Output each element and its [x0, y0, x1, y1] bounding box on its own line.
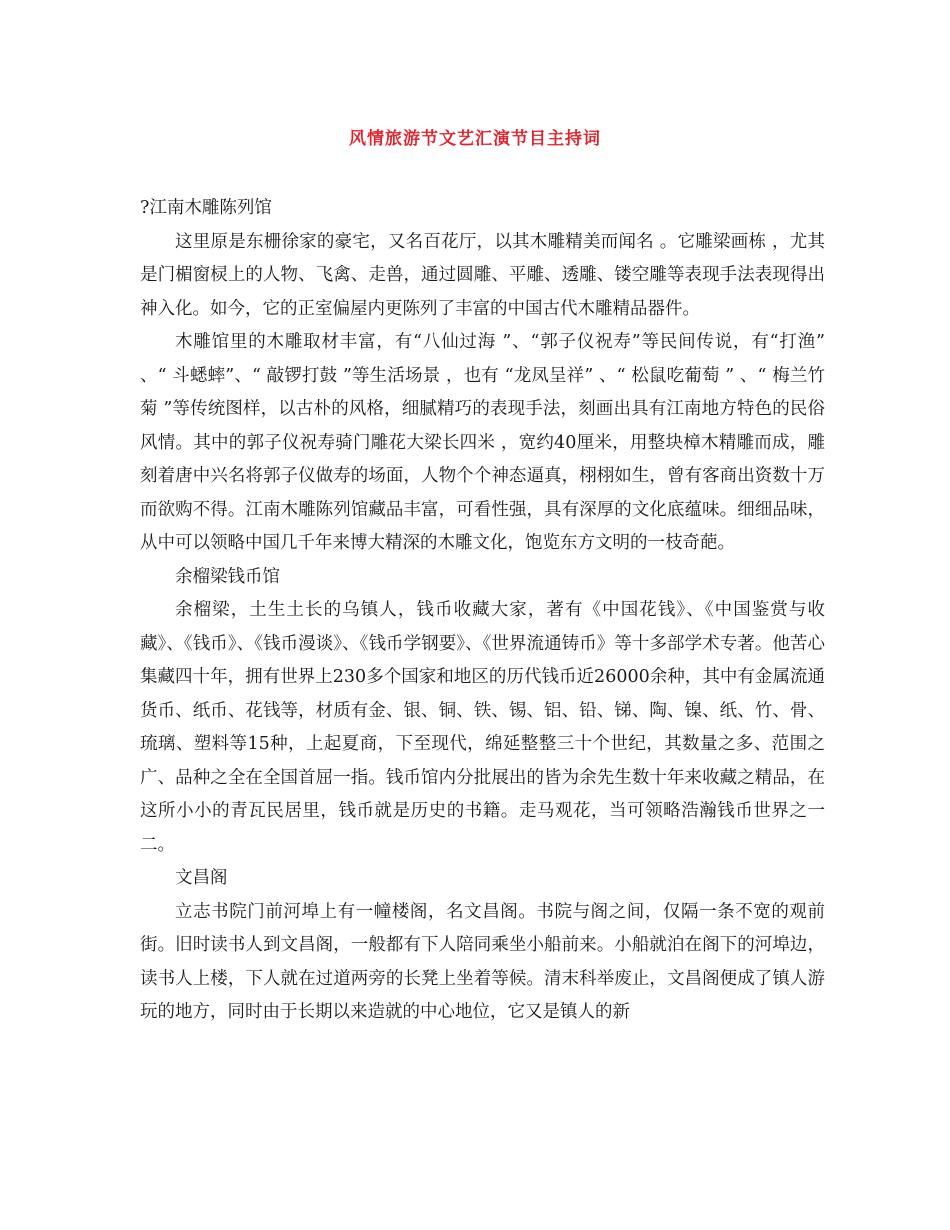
body-paragraph: 余榴梁，土生土长的乌镇人，钱币收藏大家，著有《中国花钱》、《中国鉴赏与收藏》、《钱币》、《钱币漫谈》、《钱币学钢要》、《世界流通铸币》等十多部学术专著。他苦心集藏四十年，拥有世界上230多个国家和地区的历代钱币近26000余种，其中有金属流通货币、纸币、花钱等，材质有金、银、铜、铁、锡、铝、铅、锑、陶、镍、纸、竹、骨、琉璃、塑料等15种，上起夏商，下至现代，绵延整整三十个世纪，其数量之多、范围之广、品种之全在全国首屈一指。钱币馆内分批展出的皆为余先生数十年来收藏之精品，在这所小小的青瓦民居里，钱币就是历史的书籍。走马观花，当可领略浩瀚钱币世界之一二。 — [140, 600, 825, 855]
section-heading: ?江南木雕陈列馆 — [140, 198, 272, 218]
body-paragraph: 木雕馆里的木雕取材丰富，有“八仙过海 ”、“郭子仪祝寿”等民间传说，有“打渔” 、“ 斗蟋蟀”、“ 敲锣打鼓 ”等生活场景 ，也有 “龙凤呈祥” 、“ 松鼠吃葡萄 ” 、“ 梅兰竹菊 ”等传统图样，以古朴的风格，细腻精巧的表现手法，刻画出具有江南地方特色的民俗风情。其中的郭子仪祝寿骑门雕花大梁长四米 ，宽约40厘米，用整块樟木精雕而成，雕刻着唐中兴名将郭子仪做寿的场面，人物个个神态逼真，栩栩如生，曾有客商出资数十万而欲购不得。江南木雕陈列馆藏品丰富，可看性强，具有深厚的文化底蕴味。细细品味，从中可以领略中国几千年来博大精深的木雕文化，饱览东方文明的一枝奇葩。 — [140, 332, 825, 553]
document-title: 风情旅游节文艺汇演节目主持词 — [349, 129, 601, 149]
body-paragraph: 立志书院门前河埠上有一幢楼阁，名文昌阁。书院与阁之间，仅隔一条不宽的观前街。旧时读书人到文昌阁，一般都有下人陪同乘坐小船前来。小船就泊在阁下的河埠边，读书人上楼，下人就在过道两旁的长凳上坐着等候。清末科举废止，文昌阁便成了镇人游玩的地方，同时由于长期以来造就的中心地位，它又是镇人的新 — [140, 901, 825, 1022]
body-paragraph: 这里原是东栅徐家的豪宅，又名百花厅，以其木雕精美而闻名 。它雕梁画栋 ，尤其是门楣窗棂上的人物、飞禽、走兽，通过圆雕、平雕、透雕、镂空雕等表现手法表现得出神入化。如今，它的正室偏屋内更陈列了丰富的中国古代木雕精品器件。 — [140, 231, 825, 319]
section-heading: 文昌阁 — [175, 868, 228, 888]
document-body — [140, 192, 825, 1030]
section-heading: 余榴梁钱币馆 — [175, 566, 280, 587]
